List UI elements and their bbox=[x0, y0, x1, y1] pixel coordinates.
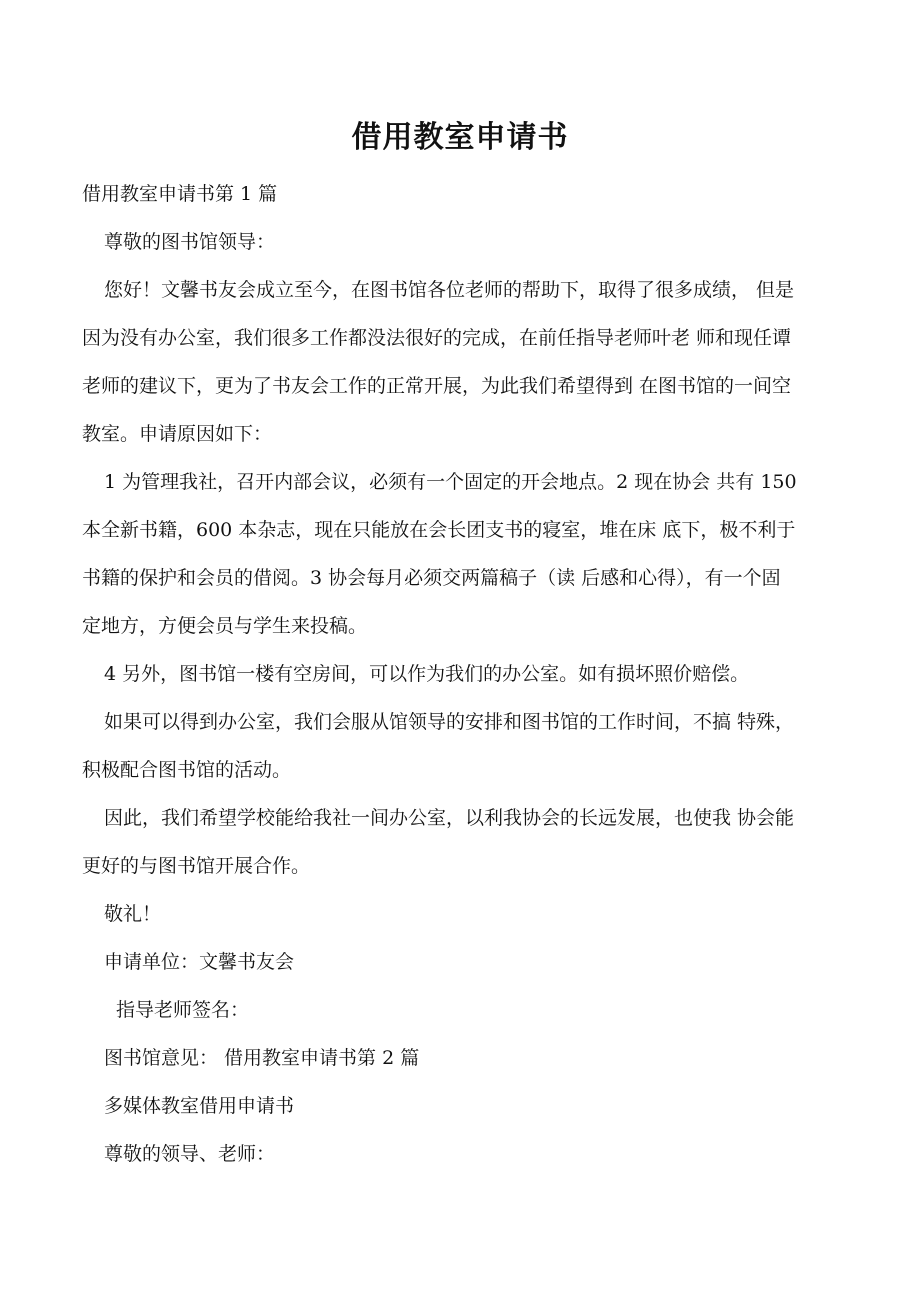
paragraph-line: 因为没有办公室，我们很多工作都没法很好的完成，在前任指导老师叶老 师和现任谭 bbox=[82, 327, 792, 349]
paragraph-line: 老师的建议下，更为了书友会工作的正常开展，为此我们希望得到 在图书馆的一间空 bbox=[82, 375, 792, 397]
paragraph-line: 书籍的保护和会员的借阅。3 协会每月必须交两篇稿子（读 后感和心得），有一个固 bbox=[82, 567, 781, 589]
applicant-unit: 申请单位：文馨书友会 bbox=[104, 951, 295, 973]
paragraph-line: 4 另外，图书馆一楼有空房间，可以作为我们的办公室。如有损坏照价赔偿。 bbox=[104, 663, 750, 685]
paragraph-line: 更好的与图书馆开展合作。 bbox=[82, 855, 311, 877]
document-title: 借用教室申请书 bbox=[351, 120, 569, 155]
section-heading-2: 多媒体教室借用申请书 bbox=[104, 1095, 295, 1117]
paragraph-line: 定地方，方便会员与学生来投稿。 bbox=[82, 615, 368, 637]
library-opinion-label: 图书馆意见： 借用教室申请书第 2 篇 bbox=[104, 1047, 420, 1069]
closing-salute: 敬礼！ bbox=[104, 903, 162, 925]
paragraph-line: 如果可以得到办公室，我们会服从馆领导的安排和图书馆的工作时间，不搞 特殊， bbox=[104, 711, 795, 733]
salutation-2: 尊敬的领导、老师： bbox=[104, 1143, 276, 1165]
paragraph-line: 积极配合图书馆的活动。 bbox=[82, 759, 292, 781]
paragraph-line: 因此，我们希望学校能给我社一间办公室，以利我协会的长远发展，也使我 协会能 bbox=[104, 807, 795, 829]
paragraph-line: 教室。申请原因如下： bbox=[82, 423, 273, 445]
advisor-signature-label: 指导老师签名： bbox=[116, 999, 250, 1021]
salutation: 尊敬的图书馆领导： bbox=[104, 231, 276, 253]
paragraph-line: 本全新书籍，600 本杂志，现在只能放在会长团支书的寝室，堆在床 底下，极不利于 bbox=[82, 519, 796, 541]
paragraph-line: 您好！文馨书友会成立至今，在图书馆各位老师的帮助下，取得了很多成绩， 但是 bbox=[104, 279, 795, 301]
section-heading-1: 借用教室申请书第 1 篇 bbox=[82, 183, 278, 205]
document-body bbox=[82, 170, 838, 1178]
paragraph-line: 1 为管理我社，召开内部会议，必须有一个固定的开会地点。2 现在协会 共有 150 bbox=[104, 471, 797, 493]
